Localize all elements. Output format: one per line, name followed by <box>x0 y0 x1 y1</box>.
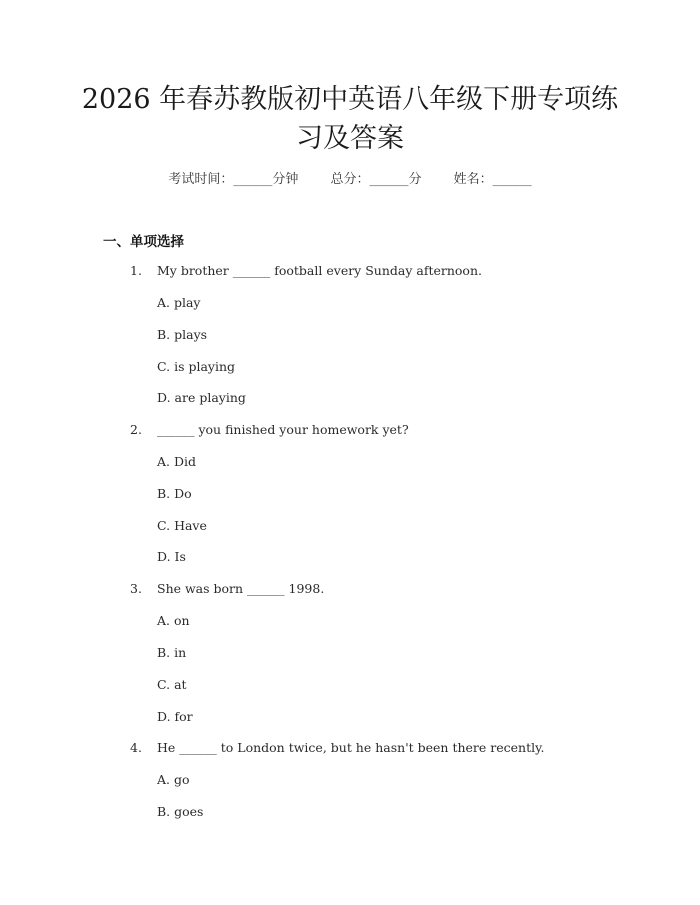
option-4b: B. goes <box>157 804 204 819</box>
option-2c: C. Have <box>157 518 207 533</box>
question-number: 3. <box>130 581 142 596</box>
option-1b: B. plays <box>157 327 208 342</box>
total-score-field: 总分：______分 <box>330 172 422 187</box>
question-number: 2. <box>130 422 142 437</box>
student-name-field: 姓名：______ <box>453 172 532 187</box>
question-text: He ______ to London twice, but he hasn't been there recently. <box>157 740 545 755</box>
question-number: 4. <box>130 740 142 755</box>
option-3c: C. at <box>157 677 187 692</box>
exam-meta <box>0 168 700 187</box>
section-heading: 一、单项选择 <box>103 234 184 250</box>
question-text: ______ you finished your homework yet? <box>157 422 409 437</box>
question-number: 1. <box>130 263 142 278</box>
page-title: 2026 年春苏教版初中英语八年级下册专项练习及答案 <box>81 84 619 154</box>
option-1d: D. are playing <box>157 390 246 405</box>
exam-time-field: 考试时间：______分钟 <box>168 172 299 187</box>
option-1c: C. is playing <box>157 359 236 374</box>
option-3a: A. on <box>157 613 190 628</box>
option-1a: A. play <box>157 295 201 310</box>
option-2b: B. Do <box>157 486 192 501</box>
option-2d: D. Is <box>157 549 186 564</box>
option-4a: A. go <box>157 772 190 787</box>
question-text: My brother ______ football every Sunday afternoon. <box>157 263 482 278</box>
option-3b: B. in <box>157 645 187 660</box>
question-text: She was born ______ 1998. <box>157 581 325 596</box>
option-2a: A. Did <box>157 454 196 469</box>
option-3d: D. for <box>157 709 193 724</box>
